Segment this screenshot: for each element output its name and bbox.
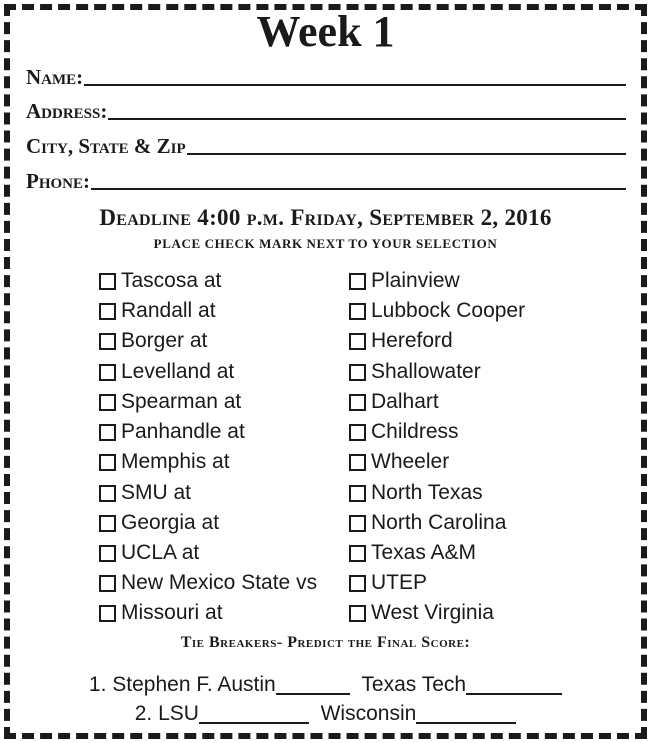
game-6-home[interactable] (349, 420, 459, 444)
game-12-away[interactable] (99, 601, 223, 625)
checkbox[interactable] (99, 273, 116, 290)
team-label: Wheeler (371, 450, 450, 473)
team-label: Childress (371, 420, 459, 443)
team-label: New Mexico State vs (121, 571, 318, 594)
game-9-away[interactable] (99, 511, 219, 535)
checkbox[interactable] (99, 545, 116, 562)
tiebreaker-number: 2. (134, 702, 153, 725)
tiebreaker-team1: LSU (158, 702, 199, 725)
checkbox[interactable] (349, 485, 366, 502)
instruction-text: PLACE CHECK MARK NEXT TO YOUR SELECTION (153, 236, 498, 251)
game-3-away[interactable] (99, 329, 207, 353)
team-label: Plainview (371, 269, 460, 292)
game-2-home[interactable] (349, 299, 525, 323)
team-label: Hereford (371, 329, 453, 352)
team-label: UCLA at (121, 541, 200, 564)
checkbox[interactable] (99, 515, 116, 532)
phone-field[interactable] (26, 166, 626, 192)
score-blank-2a[interactable] (199, 704, 309, 724)
name-line[interactable] (84, 66, 626, 86)
tiebreaker-1 (0, 671, 651, 697)
game-3-home[interactable] (349, 329, 453, 353)
game-5-home[interactable] (349, 390, 439, 414)
game-7-away[interactable] (99, 450, 230, 474)
team-label: North Texas (371, 481, 483, 504)
checkbox[interactable] (349, 515, 366, 532)
city-state-zip-label: City, State & Zip (26, 134, 186, 158)
checkbox[interactable] (349, 424, 366, 441)
team-label: Spearman at (121, 390, 242, 413)
tiebreaker-2 (0, 700, 651, 726)
game-8-away[interactable] (99, 481, 191, 505)
game-4-home[interactable] (349, 360, 481, 384)
city-state-zip-line[interactable] (187, 135, 626, 155)
checkbox[interactable] (99, 394, 116, 411)
team-label: Shallowater (371, 360, 481, 383)
team-label: West Virginia (371, 601, 494, 624)
checkbox[interactable] (99, 605, 116, 622)
checkbox[interactable] (349, 605, 366, 622)
deadline-text: Deadline 4:00 p.m. Friday, September 2, 2016 (99, 205, 552, 230)
game-1-away[interactable] (99, 269, 221, 293)
checkbox[interactable] (349, 273, 366, 290)
checkbox[interactable] (349, 394, 366, 411)
checkbox[interactable] (349, 545, 366, 562)
checkbox[interactable] (349, 364, 366, 381)
team-label: Dalhart (371, 390, 439, 413)
game-11-home[interactable] (349, 571, 427, 595)
game-9-home[interactable] (349, 511, 506, 535)
address-label: Address: (26, 99, 108, 123)
score-blank-1a[interactable] (276, 675, 350, 695)
team-label: Borger at (121, 329, 208, 352)
score-blank-2b[interactable] (416, 704, 516, 724)
checkbox[interactable] (99, 333, 116, 350)
game-10-away[interactable] (99, 541, 199, 565)
team-label: Panhandle at (121, 420, 245, 443)
game-11-away[interactable] (99, 571, 317, 595)
checkbox[interactable] (99, 485, 116, 502)
team-label: Tascosa at (121, 269, 222, 292)
score-blank-1b[interactable] (466, 675, 562, 695)
checkbox[interactable] (349, 575, 366, 592)
tiebreakers-heading: Tie Breakers- Predict the Final Score: (180, 634, 471, 651)
team-label: SMU at (121, 481, 192, 504)
tiebreaker-number: 1. (88, 673, 107, 696)
team-label: Randall at (121, 299, 216, 322)
address-line[interactable] (108, 100, 626, 120)
game-2-away[interactable] (99, 299, 216, 323)
game-5-away[interactable] (99, 390, 241, 414)
team-label: Levelland at (121, 360, 235, 383)
checkbox[interactable] (99, 424, 116, 441)
checkbox[interactable] (349, 303, 366, 320)
tiebreaker-team1: Stephen F. Austin (112, 673, 276, 696)
phone-line[interactable] (91, 170, 626, 190)
game-7-home[interactable] (349, 450, 449, 474)
game-8-home[interactable] (349, 481, 483, 505)
address-field[interactable] (26, 96, 626, 122)
checkbox[interactable] (99, 364, 116, 381)
team-label: Lubbock Cooper (371, 299, 526, 322)
team-label: North Carolina (371, 511, 507, 534)
team-label: Missouri at (121, 601, 223, 624)
team-label: Texas A&M (371, 541, 477, 564)
tiebreaker-team2: Wisconsin (320, 702, 417, 725)
game-10-home[interactable] (349, 541, 476, 565)
tiebreaker-team2: Texas Tech (361, 673, 467, 696)
game-6-away[interactable] (99, 420, 245, 444)
city-state-zip-field[interactable] (26, 131, 626, 157)
game-1-home[interactable] (349, 269, 460, 293)
team-label: Georgia at (121, 511, 220, 534)
team-label: UTEP (371, 571, 428, 594)
checkbox[interactable] (349, 454, 366, 471)
checkbox[interactable] (99, 303, 116, 320)
team-label: Memphis at (121, 450, 230, 473)
page-title: Week 1 (256, 7, 395, 56)
game-12-home[interactable] (349, 601, 494, 625)
checkbox[interactable] (349, 333, 366, 350)
name-label: Name: (26, 65, 84, 89)
checkbox[interactable] (99, 454, 116, 471)
name-field[interactable] (26, 62, 626, 88)
game-4-away[interactable] (99, 360, 234, 384)
checkbox[interactable] (99, 575, 116, 592)
phone-label: Phone: (26, 169, 90, 193)
